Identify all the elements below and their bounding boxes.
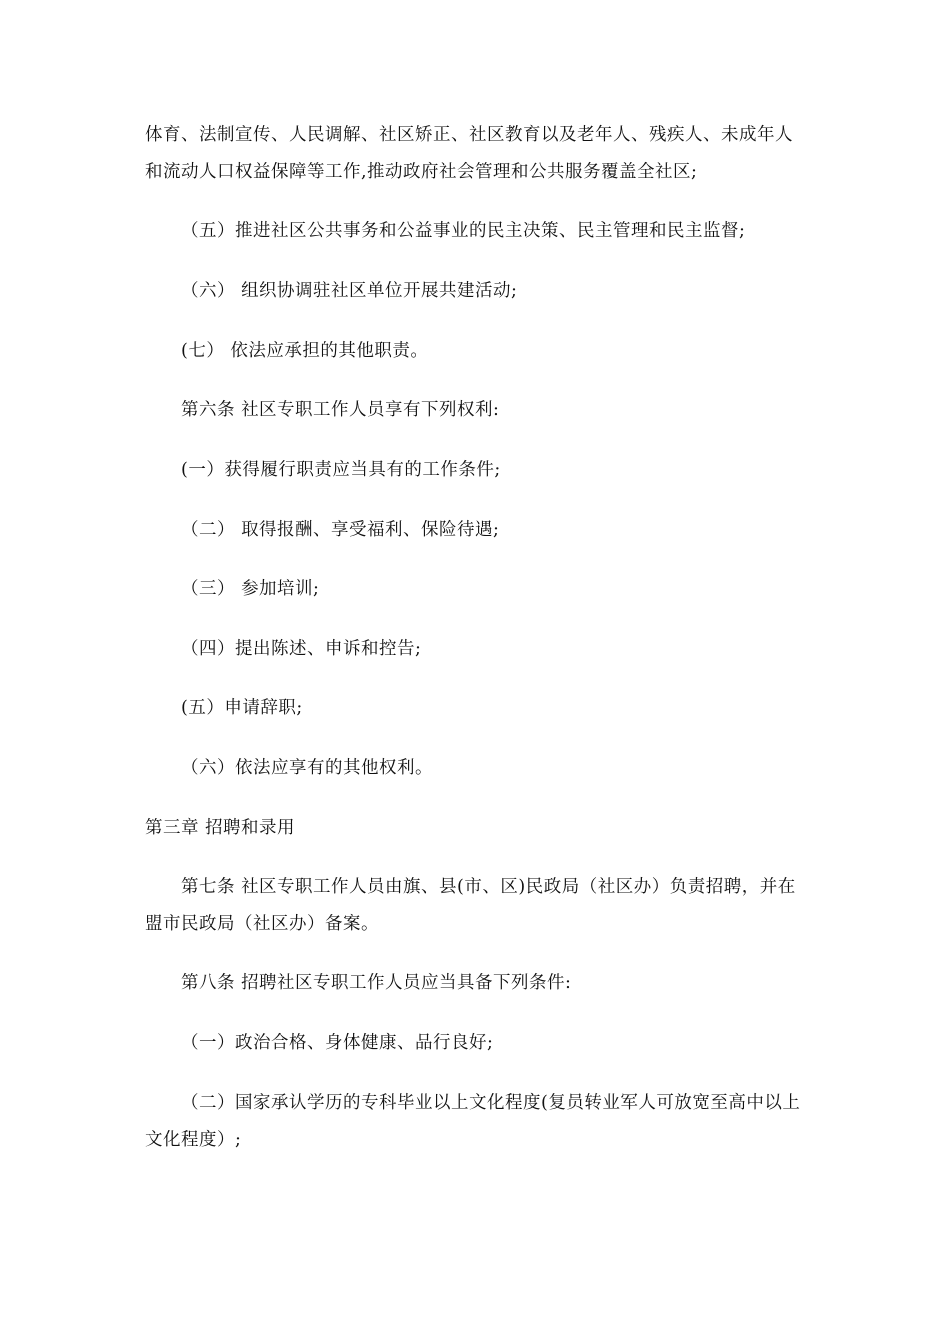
article-heading: 第八条 招聘社区专职工作人员应当具备下列条件:: [181, 973, 572, 993]
paragraph-line: 和流动人口权益保障等工作,推动政府社会管理和公共服务覆盖全社区;: [145, 162, 698, 182]
list-item-line: (一）获得履行职责应当具有的工作条件;: [181, 460, 501, 480]
chapter-heading: 第三章 招聘和录用: [145, 818, 296, 838]
list-item-line: （三） 参加培训;: [181, 579, 320, 599]
list-item-line: （二） 取得报酬、享受福利、保险待遇;: [181, 520, 500, 540]
list-item-line: (五）申请辞职;: [181, 698, 303, 718]
list-item-line: （四）提出陈述、申诉和控告;: [181, 639, 422, 659]
article-heading: 第六条 社区专职工作人员享有下列权利:: [181, 400, 500, 420]
list-item-line: （一）政治合格、身体健康、品行良好;: [181, 1033, 494, 1053]
article-line: 盟市民政局（社区办）备案。: [145, 914, 379, 934]
list-item-line: （二）国家承认学历的专科毕业以上文化程度(复员转业军人可放宽至高中以上: [181, 1093, 801, 1113]
list-item-line: （六）依法应享有的其他权利。: [181, 758, 433, 778]
list-item-line: （六） 组织协调驻社区单位开展共建活动;: [181, 281, 518, 301]
list-item-line: (七） 依法应承担的其他职责。: [181, 341, 429, 361]
list-item-line: （五）推进社区公共事务和公益事业的民主决策、民主管理和民主监督;: [181, 221, 746, 241]
list-item-line: 文化程度）;: [145, 1130, 242, 1150]
article-line: 第七条 社区专职工作人员由旗、县(市、区)民政局（社区办）负责招聘，并在: [181, 877, 796, 897]
paragraph-line: 体育、法制宣传、人民调解、社区矫正、社区教育以及老年人、残疾人、未成年人: [145, 125, 793, 145]
